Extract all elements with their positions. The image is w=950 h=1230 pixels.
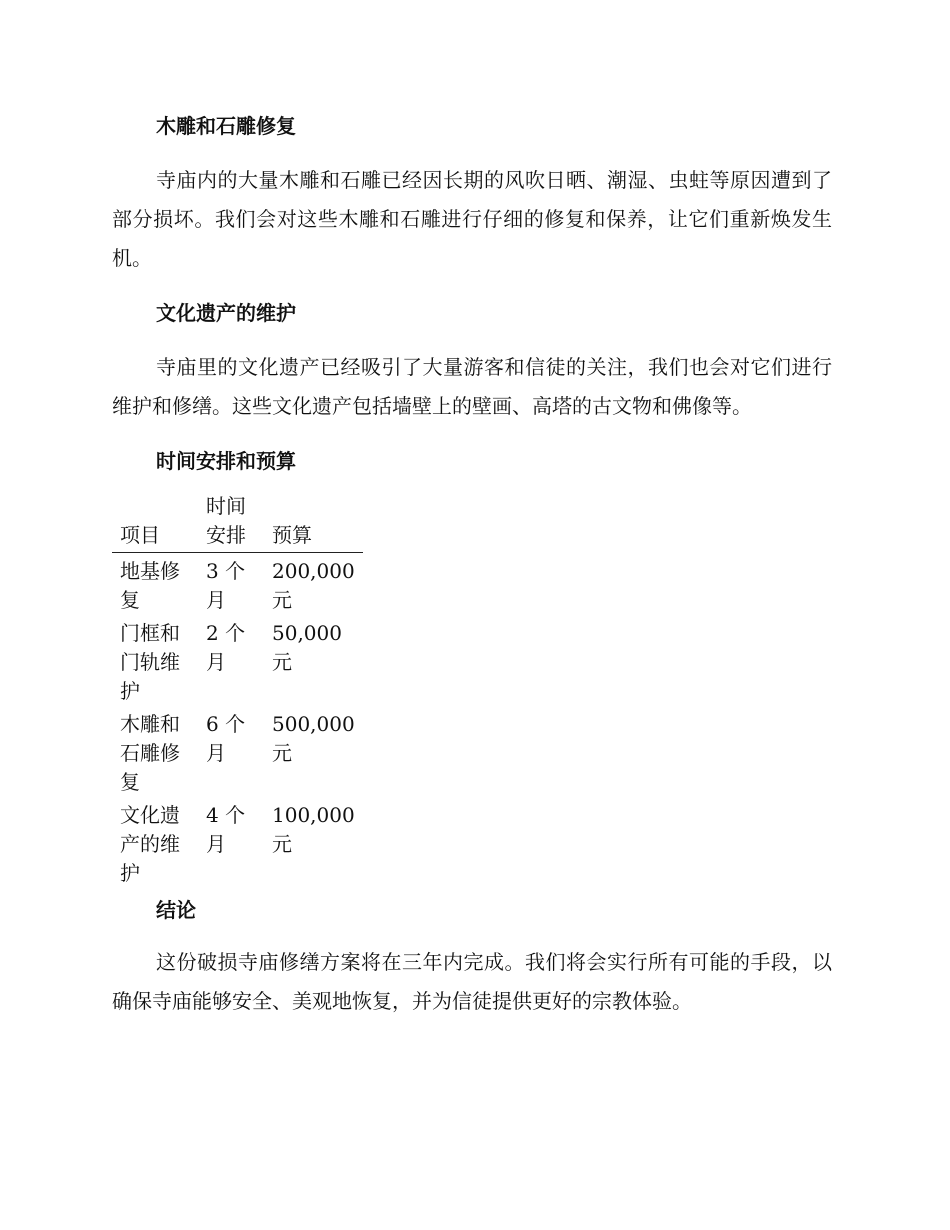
section-text-carving: 寺庙内的大量木雕和石雕已经因长期的风吹日晒、潮湿、虫蛀等原因遭到了部分损坏。我们会对这些木雕和石雕进行仔细的修复和保养，让它们重新焕发生机。: [112, 168, 832, 270]
table-row: [112, 708, 363, 799]
table-cell-budget: 50,000 元: [272, 621, 342, 674]
document-page: [112, 108, 832, 1021]
table-cell-schedule: 4 个月: [206, 803, 246, 856]
column-header-budget: 预算: [264, 492, 363, 553]
table-row: [112, 799, 363, 890]
section-heading-schedule: 时间安排和预算: [156, 449, 296, 473]
section-heading-conclusion: 结论: [156, 898, 196, 922]
table-cell-schedule: 2 个月: [206, 621, 246, 674]
section-heading-carving: 木雕和石雕修复: [156, 114, 296, 138]
table-header-row: [112, 492, 363, 553]
table-row: [112, 553, 363, 618]
budget-table: [112, 492, 363, 890]
column-header-schedule: 时间安排: [198, 492, 264, 553]
section-heading-heritage: 文化遗产的维护: [156, 301, 296, 325]
column-header-item: 项目: [112, 492, 198, 553]
table-cell-schedule: 6 个月: [206, 712, 246, 765]
table-cell-item: 门框和门轨维护: [120, 621, 180, 703]
table-cell-item: 地基修复: [120, 559, 180, 612]
section-text-conclusion: 这份破损寺庙修缮方案将在三年内完成。我们将会实行所有可能的手段，以确保寺庙能够安全、美观地恢复，并为信徒提供更好的宗教体验。: [112, 950, 832, 1013]
table-cell-budget: 100,000 元: [272, 803, 355, 856]
table-row: [112, 617, 363, 708]
table-cell-schedule: 3 个月: [206, 559, 246, 612]
table-cell-item: 木雕和石雕修复: [120, 712, 180, 794]
section-text-heritage: 寺庙里的文化遗产已经吸引了大量游客和信徒的关注，我们也会对它们进行维护和修缮。这些文化遗产包括墙壁上的壁画、高塔的古文物和佛像等。: [112, 355, 832, 418]
table-cell-budget: 200,000 元: [272, 559, 355, 612]
table-cell-item: 文化遗产的维护: [120, 803, 180, 885]
table-cell-budget: 500,000 元: [272, 712, 355, 765]
